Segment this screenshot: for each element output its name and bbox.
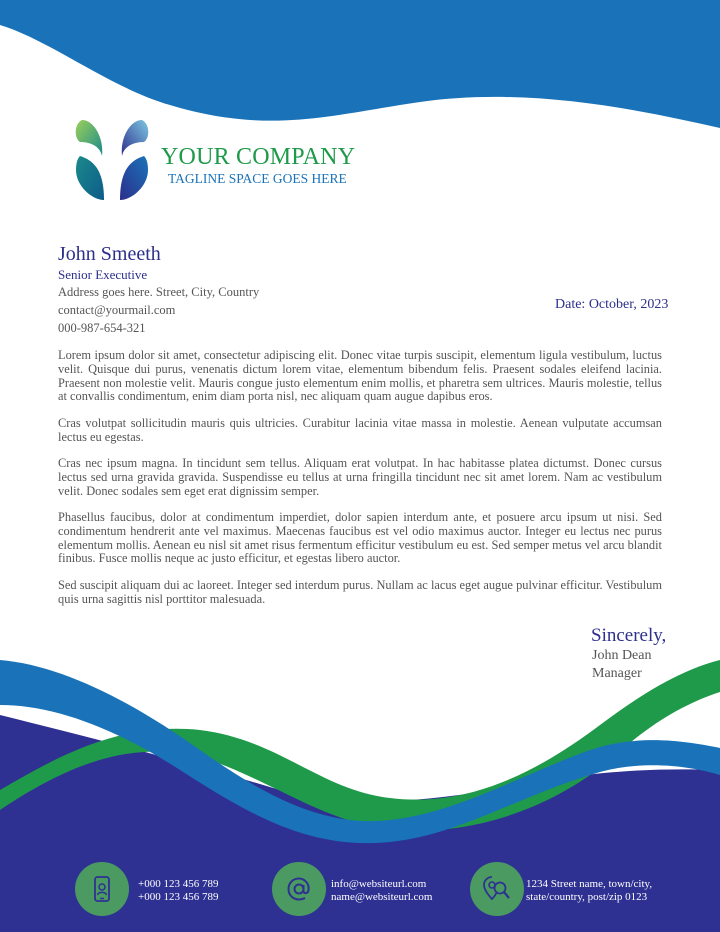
company-tagline: TAGLINE SPACE GOES HERE: [168, 171, 347, 186]
sender-title: Senior Executive: [58, 267, 148, 282]
body-paragraph: Cras volutpat sollicitudin mauris quis ultricies. Curabitur lacinia vitae massa in molestie. Aenean vulputate accumsan lectus eu egestas.: [58, 415, 662, 444]
signer-role: Manager: [592, 666, 642, 681]
email-circle: [272, 862, 326, 916]
location-search-icon: [481, 873, 513, 905]
body-paragraph: Lorem ipsum dolor sit amet, consectetur adipiscing elit. Donec vitae turpis suscipit, elementum ligula vestibulum, luctus velit. Quisque dui purus, venenatis dictum lorem vitae, elementum bibendum felis. Praesent sodales eleifend lacinia. Praesent non molestie velit. Mauris congue justo elementum enim mollis, et pharetra sem ultrices. Mauris molestie, tellus at convallis condimentum, enim diam porta nisl, nec aliquam quam augue dapibus eros.: [58, 348, 662, 404]
footer-address-line1: 1234 Street name, town/city,: [526, 878, 653, 890]
sender-name: John Smeeth: [58, 243, 161, 265]
sender-email[interactable]: contact@yourmail.com: [58, 303, 176, 317]
signer-name: John Dean: [592, 648, 652, 663]
closing: Sincerely,: [591, 625, 667, 646]
company-name: YOUR COMPANY: [161, 144, 356, 170]
footer-email: [331, 878, 432, 904]
footer-phone: [138, 878, 218, 904]
sender-address: Address goes here. Street, City, Country: [58, 285, 260, 299]
phone-circle: [75, 862, 129, 916]
company-logo: [72, 116, 152, 204]
footer-phone-line1[interactable]: +000 123 456 789: [138, 878, 219, 890]
header-wave: [0, 0, 720, 128]
body-paragraph: Cras nec ipsum magna. In tincidunt sem tellus. Aliquam erat volutpat. In hac habitasse platea dictumst. Donec cursus lectus sed urna gravida gravida. Suspendisse eu tellus at urna fringilla tincidunt nec sit amet lorem. Nam ac vestibulum velit. Donec sodales sem eget erat dignissim semper.: [58, 455, 662, 498]
footer-email-line2[interactable]: name@websiteurl.com: [331, 891, 433, 903]
footer-email-line1[interactable]: info@websiteurl.com: [331, 878, 427, 890]
letter-body: [58, 349, 662, 619]
footer-phone-line2[interactable]: +000 123 456 789: [138, 891, 219, 903]
sender-phone: 000-987-654-321: [58, 321, 146, 335]
letter-date: Date: October, 2023: [555, 297, 669, 312]
footer-address: [526, 878, 652, 904]
address-circle: [470, 862, 524, 916]
body-paragraph: Phasellus faucibus, dolor at condimentum imperdiet, dolor sapien interdum ante, et posuere arcu ipsum ut nisi. Sed condimentum hendrerit ante vel maximus. Maecenas faucibus est vel odio maximus auctor. Integer eu lectus nec purus elementum mollis. Aenean eu nisl sit amet risus fermentum efficitur vestibulum eu est. Sed semper metus vel arcu blandit finibus. Fusce mollis neque ac justo efficitur, et egestas libero auctor.: [58, 509, 662, 566]
at-sign-icon: [284, 874, 314, 904]
phone-icon: [87, 874, 117, 904]
footer-address-line2: state/country, post/zip 0123: [526, 891, 648, 903]
body-paragraph: Sed suscipit aliquam dui ac laoreet. Integer sed interdum purus. Nullam ac lacus eget augue pulvinar efficitur. Vestibulum quis urna sagittis nisl porttitor malesuada.: [58, 577, 662, 606]
